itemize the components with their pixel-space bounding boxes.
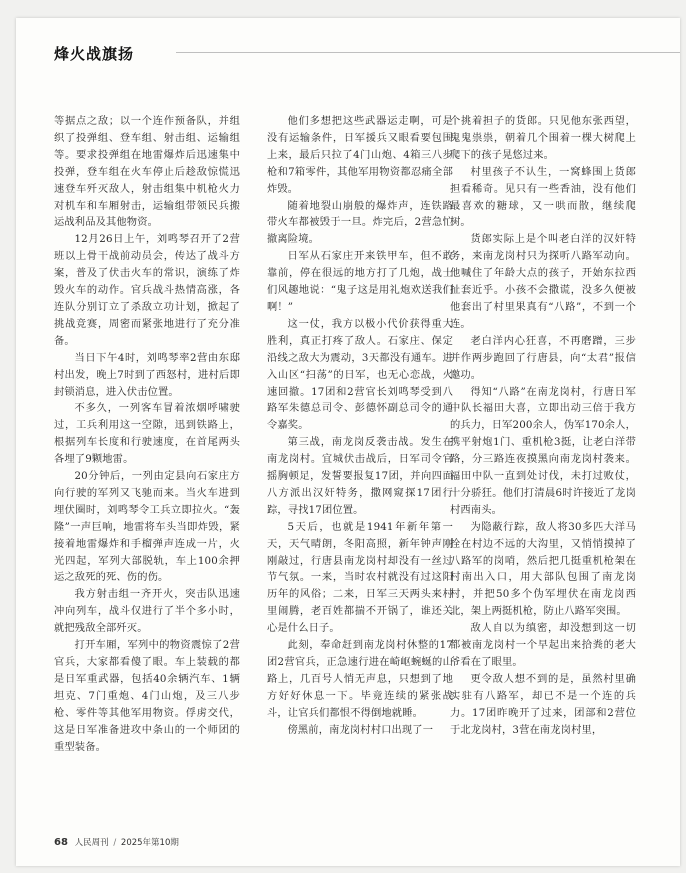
magazine-page [16, 18, 680, 866]
paragraph: 20分钟后，一列由定县向石家庄方向行驶的军列又飞驰而来。当火车进到埋伏圈时，刘鸣琴令工兵立即拉火。“轰隆”一声巨响，地雷将车头当即炸毁，紧接着地雷爆炸和手榴弹声连成一片，火光四起，军列大部脱轨，车上100余押运之敌死的死、伤的伤。 [54, 470, 240, 584]
paragraph: 老白洋内心狂喜，不再磨蹭，三步并作两步跑回了行唐县，向“太君”报信邀功。 [450, 334, 636, 381]
page-footer [54, 836, 179, 848]
paragraph: 他们多想把这些武器运走啊，可是没有运输条件，日军援兵又眼看要包围上来，最后只拉了4门山炮、4箱三八步枪和7箱零件，其他军用物资都忍痛全部炸毁。 [267, 115, 453, 195]
paragraph: 敌人自以为缜密，却没想到这一切都被南龙岗村一个早起出来拾粪的老大爷看在了眼里。 [450, 622, 636, 668]
paragraph: 5天后，也就是1941年新年第一天，天气晴朗，冬阳高照，新年钟声刚刚敲过，行唐县南龙岗村却没有一丝过节气氛。一来，当时农村就没有过这阳历年的风俗；二来，日军三天两头来村里闹腾，老百姓都揣不开锅了，谁还关心是什么日子。 [267, 520, 453, 635]
paragraph: 为隐蔽行踪，敌人将30多匹大洋马拴在村边不远的大沟里，又悄悄摸掉了八路军的岗哨，然后把几挺重机枪架在村南出入口，用大部队包围了南龙岗村，并把50多个伪军埋伏在南龙岗西北，架上两挺机枪，防止八路军突围。 [450, 520, 636, 618]
paragraph: 傍黑前，南龙岗村村口出现了一 [287, 723, 434, 736]
footer-separator: / [113, 838, 117, 848]
paragraph: 这一仗，我方以极小代价获得重大胜利，真正打疼了敌人。石家庄、保定沿线之敌大为震动，3天都没有通车。进入山区“扫荡”的日军，也无心恋战，火速回撤。17团和2营官长刘鸣琴受到八路军朱德总司令、彭德怀副总司令的通令嘉奖。 [267, 317, 453, 432]
issue-label: 2025年第10期 [120, 838, 179, 848]
paragraph: 货郎实际上是个叫老白洋的汉奸特务，来南龙岗村只为探听八路军动向。他喊住了年龄大点的孩子，开始东拉西扯套近乎。小孩不会撒谎，没多久便被他套出了村里果真有“八路”，不到一个连。 [450, 233, 636, 330]
article-column-2 [267, 113, 453, 739]
paragraph: 我方射击组一齐开火，突击队迅速冲向列车，战斗仅进行了半个多小时，就把残敌全部歼灭。 [54, 588, 240, 635]
paragraph: 当日下午4时，刘鸣琴率2营由东邸村出发，晚上7时到了西怒村，进村后即封锁消息，进入伏击位置。 [54, 351, 240, 398]
paragraph: 此刻，奉命赶到南龙岗村休整的17团2营官兵，正急速行进在崎岖蜿蜒的山路上，几百号人悄无声息，只想到了地方好好休息一下。毕竟连续的紧张战斗，让官兵们都恨不得倒地就睡。 [267, 639, 453, 719]
paragraph: 不多久，一列客车冒着浓烟呼啸驶过，工兵利用这一空隙，迅到铁路上，根据列车长度和行驶速度，在首尾两头各埋了9颗地雷。 [54, 402, 240, 466]
paragraph: 村里孩子不认生，一窝蜂围上货郎担看稀奇。见只有一些香油，没有他们最喜欢的糖球，又一哄而散，继续爬树。 [450, 165, 636, 229]
article-column-1 [54, 113, 240, 755]
paragraph: 12月26日上午，刘鸣琴召开了2营班以上骨干战前动员会，传达了战斗方案，普及了伏击火车的常识，演练了炸毁火车的动作。官兵战斗热情高涨，各连队分别订立了杀敌立功计划，掀起了挑战竞赛，周密而紧张地进行了充分准备。 [54, 233, 240, 347]
paragraph: 日军从石家庄开来铁甲车，但不敢靠前，停在很远的地方打了几炮，战士们风趣地说：“鬼子这是用礼炮欢送我们啊！” [267, 250, 453, 313]
header-divider [176, 52, 680, 53]
page-header [54, 43, 134, 64]
paragraph: 第三战，南龙岗反袭击战。发生在南龙岗村。宜城伏击战后，日军司令官摇胸顿足，发誓要报复17团，并向四面八方派出汉奸特务，撒网窥探17团行踪，寻找17团位置。 [267, 436, 453, 516]
article-column-3 [450, 113, 636, 739]
magazine-name: 人民周刊 [74, 838, 109, 848]
paragraph: 打开车厢，军列中的物资震惊了2营官兵，大家都看傻了眼。车上装载的都是日军重武器，包括40余辆汽车、1辆坦克、7门重炮、4门山炮，及三八步枪、零件等其他军用物资。俘虏交代，这是日军准备进攻中条山的一个师团的重型装备。 [54, 639, 240, 753]
section-title: 烽火战旗扬 [54, 45, 135, 63]
paragraph: 个挑着担子的货郎。只见他东张西望，鬼鬼祟祟，朝着几个围着一棵大树爬上爬下的孩子晃悠过来。 [450, 115, 636, 161]
paragraph: 更令敌人想不到的是，虽然村里确实驻有八路军，却已不是一个连的兵力。17团昨晚开了过来，团部和2营位于北龙岗村，3营在南龙岗村里， [450, 672, 636, 736]
page-number: 68 [54, 837, 68, 848]
paragraph: 得知“八路”在南龙岗村，行唐日军中队长福田大喜，立即出动三倍于我方的兵力，日军200余人，伪军170余人，携平射炮1门、重机枪3挺，让老白洋带路，分三路连夜摸黑向南龙岗村袭来。福田中队一直到处讨伐，未打过败仗，十分骄狂。他们打清晨6时许接近了龙岗村西南头。 [450, 385, 636, 516]
paragraph: 随着地裂山崩般的爆炸声，连铁路带火车都被毁于一旦。炸完后，2营急忙撤离险境。 [267, 199, 453, 246]
paragraph: 等据点之敌；以一个连作预备队，并组织了投弹组、登车组、射击组、运输组等。要求投弹组在地雷爆炸后迅速集中投弹，登车组在火车停止后趁敌惊慌迅速登车歼灭敌人，射击组集中机枪火力对机车和车厢射击，运输组带领民兵搬运战利品及其他物资。 [54, 115, 240, 229]
